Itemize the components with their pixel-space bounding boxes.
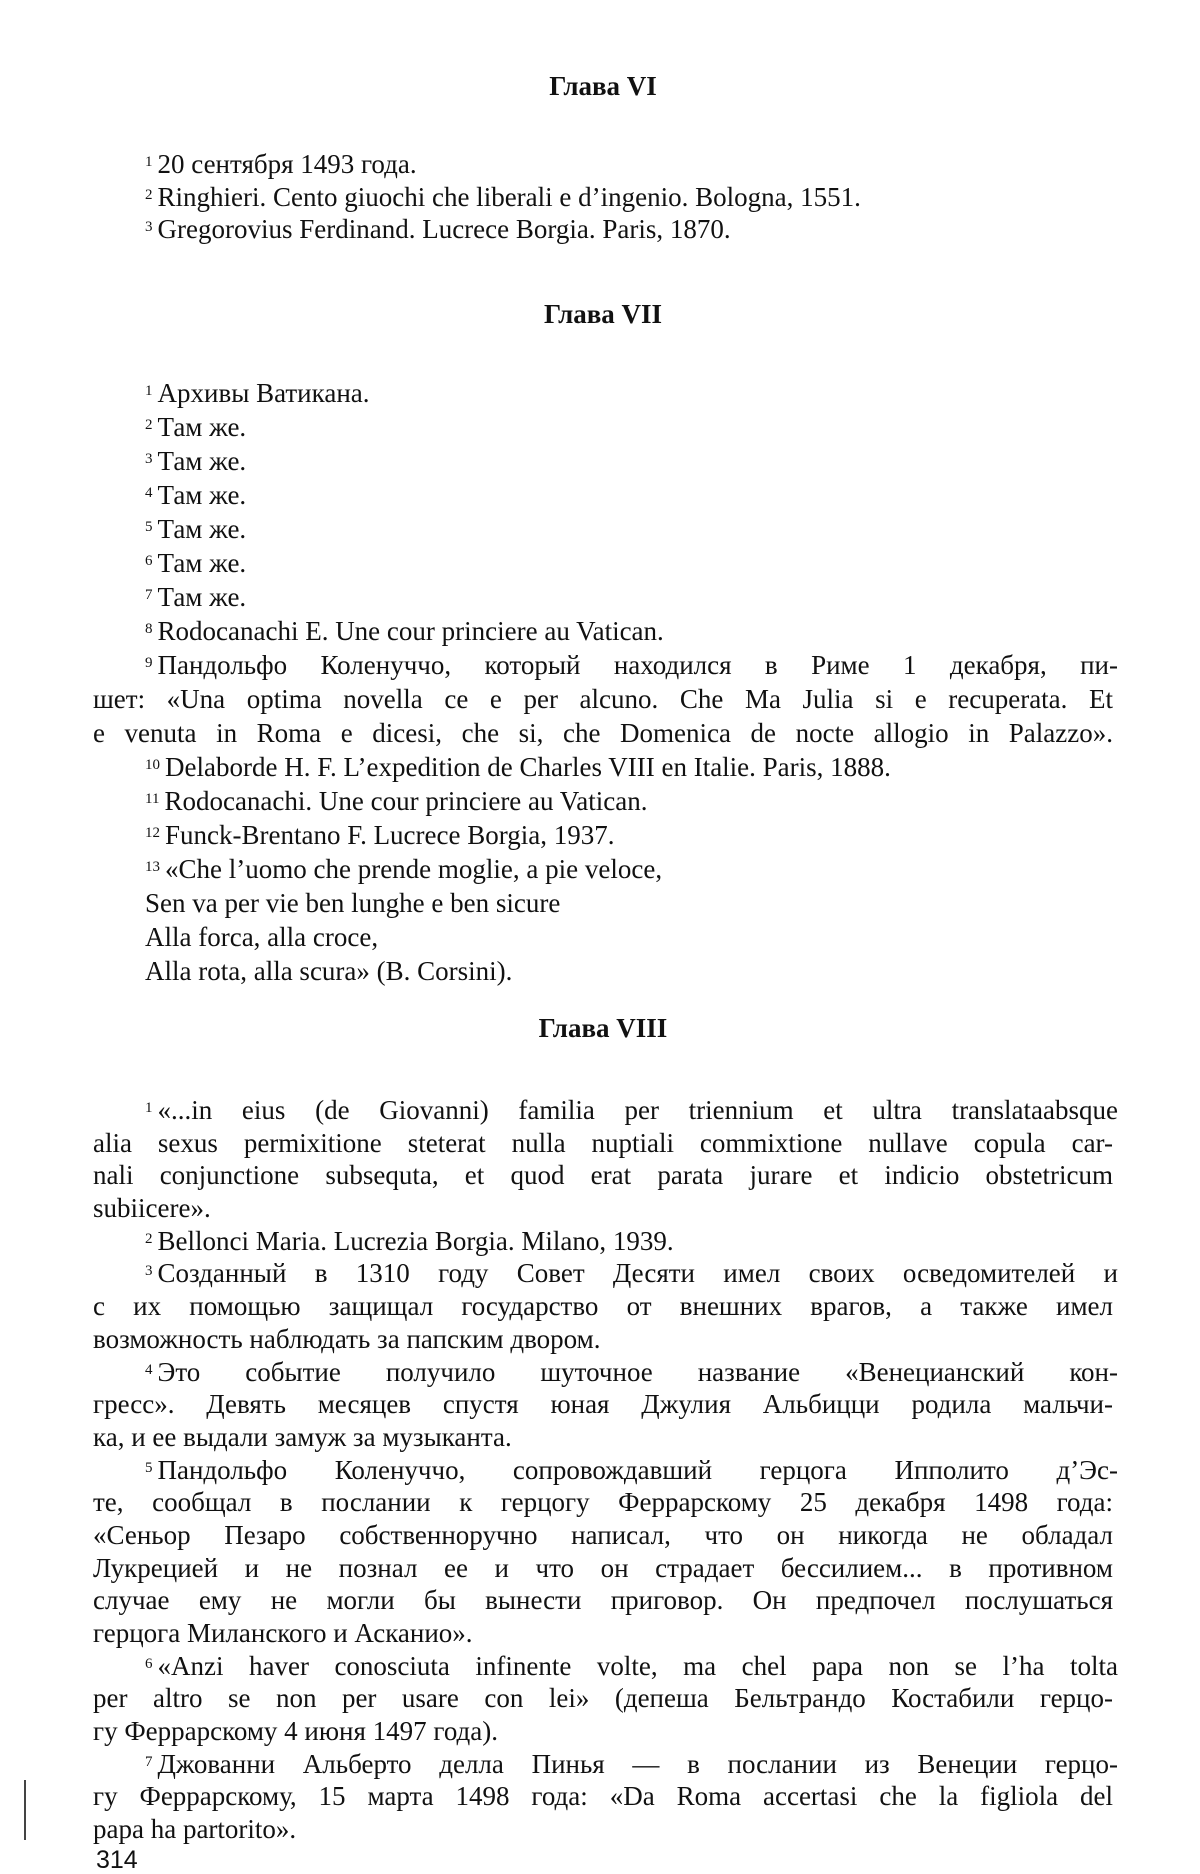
note-line (93, 954, 1113, 988)
note-line (93, 546, 1113, 580)
note-text: Это событие получило шуточное название «Венецианский кон- (158, 1357, 1119, 1387)
note-line (93, 1486, 1113, 1519)
note-line (93, 512, 1113, 546)
note-line (93, 1519, 1113, 1552)
note-line (93, 376, 1113, 410)
note-number: 4 (145, 485, 153, 501)
note-number: 12 (145, 825, 160, 841)
note-text: герцога Миланского и Асканио». (93, 1618, 473, 1648)
note-number: 2 (145, 187, 153, 203)
note-number: 1 (145, 383, 153, 399)
note-line (93, 1584, 1113, 1617)
note-text: «Сеньор Пезаро собственноручно написал, что он никогда не обладал (93, 1520, 1113, 1550)
note-number: 1 (145, 1100, 153, 1116)
note-text: Там же. (158, 480, 247, 510)
note-number: 6 (145, 553, 153, 569)
note-line (93, 614, 1113, 648)
note-text: Sen va per vie ben lunghe e ben sicure (145, 888, 560, 918)
note-text: Belloncі Maria. Lucrezia Borgia. Milano, 1939. (158, 1226, 674, 1256)
note-line (93, 1257, 1113, 1290)
note-line (93, 682, 1113, 716)
note-line (93, 1813, 1113, 1846)
note-line (93, 148, 1113, 181)
note-text: «...in eius (de Giovanni) familia per triennium et ultra translataabsque (158, 1095, 1119, 1125)
note-text: «Anzi haver conosciuta infinente volte, ma chel papa non se l’ha tolta (158, 1651, 1119, 1681)
note-line (93, 181, 1113, 214)
note-number: 2 (145, 1231, 153, 1247)
note-text: случае ему не могли бы вынести приговор. Он предпочел послушаться (93, 1585, 1113, 1615)
note-text: возможность наблюдать за папским двором. (93, 1324, 600, 1354)
note-text: Там же. (158, 582, 247, 612)
note-line (93, 784, 1113, 818)
note-line (93, 1682, 1113, 1715)
note-line (93, 1650, 1113, 1683)
note-text: Лукрецией и не познал ее и что он страдает бессилием... в противном (93, 1553, 1113, 1583)
note-number: 9 (145, 655, 153, 671)
note-line (93, 750, 1113, 784)
note-number: 11 (145, 791, 159, 807)
note-text: Пандольфо Коленуччо, который находился в Риме 1 декабря, пи- (158, 650, 1119, 680)
note-line (93, 648, 1113, 682)
note-text: 20 сентября 1493 года. (158, 149, 417, 179)
note-number: 2 (145, 417, 153, 433)
note-line (93, 1192, 1113, 1225)
note-number: 5 (145, 519, 153, 535)
note-line (93, 1421, 1113, 1454)
note-text: Там же. (158, 446, 247, 476)
scan-margin-mark (24, 1780, 26, 1840)
note-line (93, 1454, 1113, 1487)
note-text: Rodocanachi E. Une cour princiere au Vatican. (158, 616, 664, 646)
note-line (93, 1094, 1113, 1127)
chapter-vii-notes (93, 294, 1113, 988)
note-text: subiicere». (93, 1193, 211, 1223)
note-text: Там же. (158, 412, 247, 442)
note-text: Архивы Ватикана. (158, 378, 370, 408)
note-line (93, 1356, 1113, 1389)
note-number: 7 (145, 587, 153, 603)
note-text: те, сообщал в послании к герцогу Феррарскому 25 декабря 1498 года: (93, 1487, 1113, 1517)
chapter-vi-notes (93, 66, 1113, 246)
note-text: Джованни Альберто делла Пинья — в послании из Венеции герцо- (158, 1749, 1119, 1779)
note-number: 5 (145, 1460, 153, 1476)
note-number: 6 (145, 1656, 153, 1672)
note-number: 3 (145, 1263, 153, 1279)
note-text: Delaborde H. F. L’expedition de Charles VIII en Italie. Paris, 1888. (165, 752, 891, 782)
note-line (93, 213, 1113, 246)
note-number: 10 (145, 757, 160, 773)
note-text: гресс». Девять месяцев спустя юная Джулия Альбицци родила мальчи- (93, 1389, 1113, 1419)
note-number: 1 (145, 154, 153, 170)
note-text: Rodocanachi. Une cour princiere au Vatican. (164, 786, 647, 816)
note-text: с их помощью защищал государство от внешних врагов, а также имел (93, 1291, 1113, 1321)
note-line (93, 818, 1113, 852)
note-line (93, 1290, 1113, 1323)
note-text: papa ha partorito». (93, 1814, 296, 1844)
page-number: 314 (96, 1848, 138, 1872)
note-number: 4 (145, 1362, 153, 1378)
note-text: per altro se non per usare con lei» (депеша Бельтрандо Костабили герцо- (93, 1683, 1113, 1713)
note-line (93, 1323, 1113, 1356)
chapter-heading: Глава VIII (93, 1008, 1113, 1048)
note-text: Gregorovius Ferdinand. Lucrece Borgia. Paris, 1870. (158, 214, 731, 244)
note-text: Ringhieri. Cento giuochi che liberali e d’ingenio. Bologna, 1551. (158, 182, 861, 212)
note-line (93, 1780, 1113, 1813)
note-line (93, 410, 1113, 444)
note-text: шет: «Una optima novella ce e per alcuno. Che Ma Julia si e recuperata. Et (93, 684, 1113, 714)
note-line (93, 1617, 1113, 1650)
note-line (93, 920, 1113, 954)
note-text: Там же. (158, 548, 247, 578)
note-text: alia sexus permixitione steterat nulla nuptiali commixtione nullave copula car- (93, 1128, 1113, 1158)
chapter-heading: Глава VI (93, 66, 1113, 106)
note-number: 3 (145, 219, 153, 235)
note-line (93, 716, 1113, 750)
chapter-heading: Глава VII (93, 294, 1113, 334)
note-number: 13 (145, 859, 160, 875)
note-line (93, 580, 1113, 614)
note-text: Пандольфо Коленуччо, сопровождавший герцога Ипполито д’Эс- (158, 1455, 1119, 1485)
chapter-viii-notes (93, 1008, 1113, 1846)
note-text: nali conjunctione subsequta, et quod erat parata jurare et indicio obstetricum (93, 1160, 1113, 1190)
note-line (93, 1159, 1113, 1192)
note-line (93, 1388, 1113, 1421)
note-line (93, 852, 1113, 886)
note-line (93, 478, 1113, 512)
note-line (93, 444, 1113, 478)
note-text: ка, и ее выдали замуж за музыканта. (93, 1422, 512, 1452)
note-number: 8 (145, 621, 153, 637)
note-line (93, 1748, 1113, 1781)
note-line (93, 1715, 1113, 1748)
note-number: 7 (145, 1754, 153, 1770)
note-text: гу Феррарскому, 15 марта 1498 года: «Da Roma accertasi che la figliola del (93, 1781, 1113, 1811)
note-text: «Che l’uomo che prende moglie, a pie veloce, (165, 854, 662, 884)
note-text: Funck-Brentano F. Lucrece Borgia, 1937. (165, 820, 614, 850)
note-text: гу Феррарскому 4 июня 1497 года). (93, 1716, 498, 1746)
note-text: e venuta in Roma e dicesi, che si, che Domenica de nocte allogio in Palazzo». (93, 718, 1113, 748)
note-number: 3 (145, 451, 153, 467)
note-line (93, 886, 1113, 920)
note-line (93, 1127, 1113, 1160)
note-text: Alla forca, alla croce, (145, 922, 378, 952)
note-text: Созданный в 1310 году Совет Десяти имел своих осведомителей и (158, 1258, 1119, 1288)
note-text: Там же. (158, 514, 247, 544)
note-text: Alla rota, alla scura» (B. Corsini). (145, 956, 512, 986)
note-line (93, 1552, 1113, 1585)
note-line (93, 1225, 1113, 1258)
